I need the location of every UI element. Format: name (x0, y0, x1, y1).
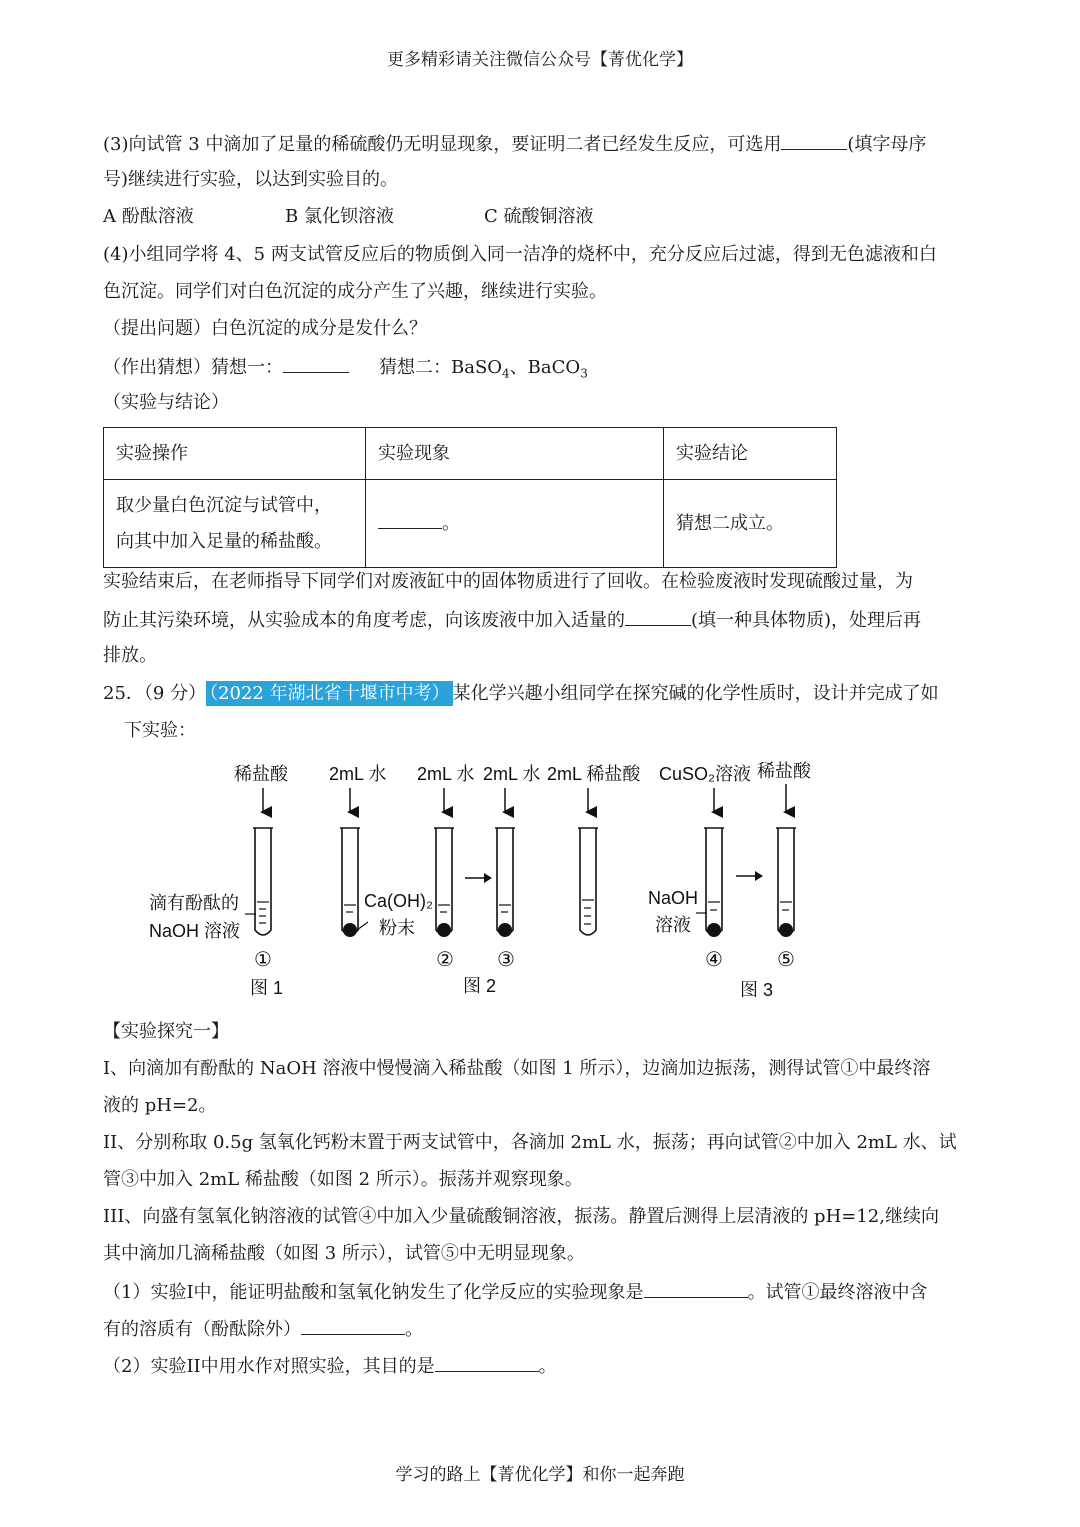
table-cell-operation (104, 480, 366, 568)
q2-text: （2）实验II中用水作对照实验，其目的是 (103, 1356, 435, 1377)
q3-line1-end: (填字母序 (847, 134, 927, 155)
table-header-conclusion: 实验结论 (664, 428, 837, 480)
label-naoh: NaOH (648, 888, 699, 908)
q1-text-2: 。试管①最终溶液中含 (747, 1282, 928, 1303)
explore-title: 【实验探究一】 (103, 1021, 229, 1042)
caption-fig3: 图 3 (740, 980, 774, 1000)
q1-blank-2[interactable] (301, 1316, 405, 1335)
explore-i-line1: I、向滴加有酚酞的 NaOH 溶液中慢慢滴入稀盐酸（如图 1 所示），边滴加边振荡，测得试管①中最终溶 (103, 1058, 931, 1079)
hyp2-mid: 、BaCO (509, 357, 581, 378)
page-footer: 学习的路上【菁优化学】和你一起奔跑 (395, 1465, 685, 1485)
tube-number-3: ③ (497, 949, 515, 971)
explore-ii-line2: 管③中加入 2mL 稀盐酸（如图 2 所示）。振荡并观察现象。 (103, 1169, 583, 1190)
tube-3b (580, 828, 596, 935)
tube-number-4: ④ (705, 949, 723, 971)
tube-2b (436, 828, 452, 935)
explore-iii-line2: 其中滴加几滴稀盐酸（如图 3 所示），试管⑤中无明显现象。 (103, 1243, 585, 1264)
q25-line1 (103, 682, 939, 706)
tube-4 (706, 828, 722, 935)
experiment-figure (0, 750, 1080, 1010)
after-line3: 排放。 (103, 645, 157, 666)
label-hcl-1: 稀盐酸 (234, 764, 288, 784)
q25-number: 25．（9 分） (103, 683, 207, 704)
hypothesis2-label: 猜想二：BaSO (379, 357, 503, 378)
q1-text-3: 有的溶质有（酚酞除外） (103, 1319, 301, 1340)
operation-line1: 取少量白色沉淀与试管中， (116, 494, 332, 516)
caption-fig1: 图 1 (250, 978, 284, 998)
label-hcl-3: 稀盐酸 (757, 761, 811, 781)
hyp2-sub1: 4 (502, 366, 510, 381)
after-answer-blank[interactable] (625, 607, 691, 626)
q1-blank-1[interactable] (644, 1279, 748, 1298)
experiment-table (103, 427, 837, 568)
explore-i-line2: 液的 pH=2。 (103, 1095, 217, 1116)
tube-5 (778, 828, 794, 935)
label-water-3: 2mL 水 (483, 764, 541, 784)
caption-fig2: 图 2 (463, 976, 497, 996)
tube-3 (497, 828, 513, 935)
hyp2-sub2: 3 (580, 366, 588, 381)
page-header: 更多精彩请关注微信公众号【菁优化学】 (387, 50, 693, 70)
label-caoh2: Ca(OH)₂ (364, 891, 433, 911)
label-naoh-left: NaOH 溶液 (149, 921, 241, 941)
q1-text: （1）实验I中，能证明盐酸和氢氧化钠发生了化学反应的实验现象是 (103, 1282, 644, 1303)
q4-line2: 色沉淀。同学们对白色沉淀的成分产生了兴趣，继续进行实验。 (103, 281, 607, 302)
q25-text: 某化学兴趣小组同学在探究碱的化学性质时，设计并完成了如 (452, 683, 939, 704)
after-line2 (103, 607, 921, 633)
q3-option-a: A 酚酞溶液 (103, 206, 194, 227)
table-cell-conclusion: 猜想二成立。 (664, 480, 837, 568)
after-line2-end: (填一种具体物质)，处理后再 (691, 610, 922, 631)
explore-q1-line2 (103, 1316, 423, 1342)
q3-line1 (103, 131, 926, 157)
after-line2-text: 防止其污染环境，从实验成本的角度考虑，向该废液中加入适量的 (103, 610, 625, 631)
q4-line1: (4)小组同学将 4、5 两支试管反应后的物质倒入同一洁净的烧杯中，充分反应后过滤，得到无色滤液和白 (103, 244, 937, 265)
q3-option-c: C 硫酸铜溶液 (484, 206, 594, 227)
label-solution: 溶液 (655, 915, 691, 935)
table-cell-phenomenon (366, 480, 664, 568)
phenomenon-blank[interactable] (378, 510, 442, 529)
label-water-1: 2mL 水 (329, 764, 387, 784)
q2-blank[interactable] (435, 1353, 539, 1372)
q1-end: 。 (405, 1319, 423, 1340)
explore-q2 (103, 1353, 557, 1379)
phenomenon-end: 。 (442, 512, 460, 534)
explore-iii-line1: III、向盛有氢氧化钠溶液的试管④中加入少量硫酸铜溶液，振荡。静置后测得上层清液的 pH=12,继续向 (103, 1206, 939, 1227)
q3-answer-blank[interactable] (781, 131, 847, 150)
q4-hypothesis (103, 354, 588, 386)
table-header-operation: 实验操作 (104, 428, 366, 480)
q3-line2: 号)继续进行实验，以达到实验目的。 (103, 169, 399, 190)
q4-experiment-label: （实验与结论） (103, 392, 229, 413)
label-water-2: 2mL 水 (417, 764, 475, 784)
table-header-phenomenon: 实验现象 (366, 428, 664, 480)
tube-number-1: ① (254, 949, 272, 971)
label-hcl-2: 2mL 稀盐酸 (547, 764, 641, 784)
q4-question: （提出问题）白色沉淀的成分是发什么？ (103, 318, 427, 339)
tube-number-5: ⑤ (777, 949, 795, 971)
operation-line2: 向其中加入足量的稀盐酸。 (116, 530, 332, 552)
q25-line2: 下实验： (124, 720, 196, 741)
q3-option-b: B 氯化钡溶液 (285, 206, 394, 227)
tube-1 (255, 828, 271, 935)
label-phenol: 滴有酚酞的 (149, 893, 239, 913)
after-line1: 实验结束后，在老师指导下同学们对废液缸中的固体物质进行了回收。在检验废液时发现硫酸过量，为 (103, 571, 913, 592)
explore-q1-line1 (103, 1279, 928, 1305)
hypothesis1-blank[interactable] (283, 354, 349, 373)
tube-number-2: ② (436, 949, 454, 971)
q25-source-tag[interactable]: （2022 年湖北省十堰市中考） (206, 681, 453, 706)
tube-2 (342, 828, 358, 935)
label-cuso4: CuSO₂溶液 (659, 764, 752, 784)
hypothesis1-label: （作出猜想）猜想一： (103, 357, 283, 378)
q3-line1-text: (3)向试管 3 中滴加了足量的稀硫酸仍无明显现象，要证明二者已经发生反应，可选用 (103, 134, 782, 155)
label-powder: 粉末 (379, 918, 415, 938)
explore-ii-line1: II、分别称取 0.5g 氢氧化钙粉末置于两支试管中，各滴加 2mL 水，振荡；再向试管②中加入 2mL 水、试 (103, 1132, 957, 1153)
q2-end: 。 (538, 1356, 557, 1377)
